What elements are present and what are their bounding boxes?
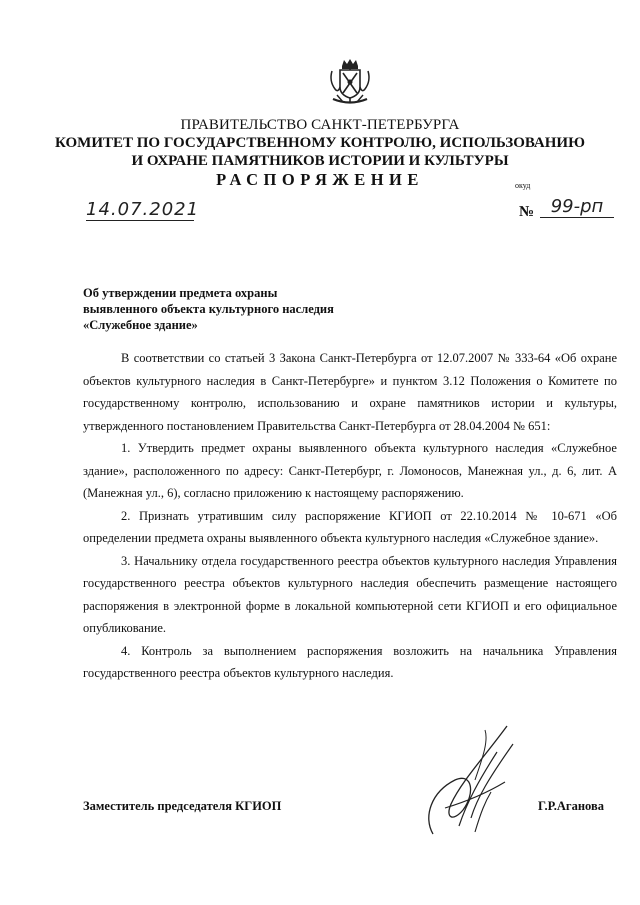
document-date: 14.07.2021 [86,199,200,220]
committee-title [0,134,640,170]
document-body [83,347,617,685]
clause-3: 3. Начальнику отдела государственного реестра объектов культурного наследия Управления государственного реестра объектов культурного наследия обеспечить размещение настоящего распоряжения в электронной форме в локальной компьютерной сети КГИОП и его официальное опубликование. [83,553,617,635]
number-label: № [519,204,535,220]
clause-2: 2. Признать утратившим силу распоряжение КГИОП от 22.10.2014 № 10-671 «Об определении предмета охраны выявленного объекта культурного наследия «Служебное здание». [83,508,617,545]
government-title: ПРАВИТЕЛЬСТВО САНКТ-ПЕТЕРБУРГА [180,117,460,133]
preamble-paragraph: В соответствии со статьей 3 Закона Санкт-Петербурга от 12.07.2007 № 333-64 «Об охране объектов культурного наследия в Санкт-Петербурге» и пунктом 3.12 Положения о Комитете по государственному контролю, использованию и охране памятников истории и культуры, утвержденного постановлением Правительства Санкт-Петербурга от 28.04.2004 № 651: [83,351,617,433]
clause-1: 1. Утвердить предмет охраны выявленного объекта культурного наследия «Служебное здание», расположенного по адресу: Санкт-Петербург, г. Ломоносов, Манежная ул., д. 6, лит. А (Манежная ул., 6), согласно приложению к настоящему распоряжению. [83,441,617,500]
clause-4: 4. Контроль за выполнением распоряжения возложить на начальника Управления государственного реестра объектов культурного наследия. [83,643,617,680]
document-number: 99-рп [540,196,614,218]
handwritten-signature [415,722,525,840]
committee-title-line1: КОМИТЕТ ПО ГОСУДАРСТВЕННОМУ КОНТРОЛЮ, ИСПОЛЬЗОВАНИЮ [55,135,585,151]
subject-line2: выявленного объекта культурного наследия [83,302,334,316]
subject-line3: «Служебное здание» [83,318,198,332]
signer-position: Заместитель председателя КГИОП [83,799,282,813]
coat-of-arms-icon [327,57,373,107]
subject-line1: Об утверждении предмета охраны [83,286,278,300]
committee-title-line2: И ОХРАНЕ ПАМЯТНИКОВ ИСТОРИИ И КУЛЬТУРЫ [131,153,509,169]
document-subject [83,285,334,333]
okud-label: окуд [515,181,531,190]
signer-name: Г.Р.Аганова [538,799,604,813]
document-type: РАСПОРЯЖЕНИЕ [216,170,424,189]
